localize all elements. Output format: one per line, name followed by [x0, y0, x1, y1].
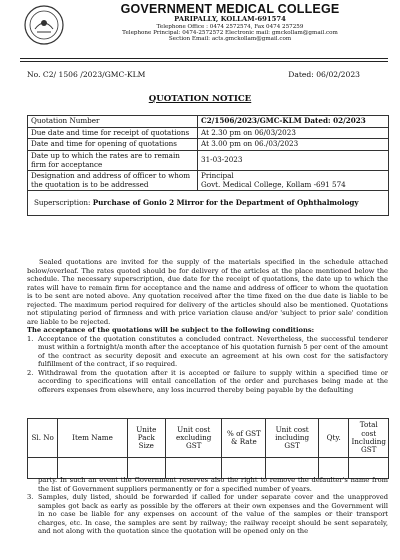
column-header: Sl. No [28, 419, 58, 458]
notice-body [27, 258, 388, 394]
info-label: Date and time for opening of quotations [28, 139, 198, 151]
quotation-info-table [27, 115, 389, 216]
college-name: GOVERNMENT MEDICAL COLLEGE [120, 2, 340, 16]
info-label: Date up to which the rates are to remain firm for acceptance [28, 150, 198, 170]
info-value: C2/1506/2023/GMC-KLM Dated: 02/2023 [198, 116, 389, 128]
condition-item: 3. Samples, duly listed, should be forwarded if called for under separate cover and the unapproved samples got back as early as possible by the offerers at their own expenses and the Government will in no case be liable for any expenses on account of the value of the samples or their transport charges, etc. In case, the samples are sent by railway; the railway receipt should be sent separately, and not along with the quotation since the quotation will be opened only on the [27, 493, 388, 535]
column-header: Total cost Including GST [349, 419, 389, 458]
table-row [28, 127, 389, 139]
reference-line [27, 70, 360, 79]
table-row [28, 171, 389, 191]
column-header: Unit cost excluding GST [166, 419, 222, 458]
column-header: Unit cost including GST [266, 419, 318, 458]
info-label: Due date and time for receipt of quotations [28, 127, 198, 139]
reference-number: No. C2/ 1506 /2023/GMC-KLM [27, 70, 146, 79]
telephone-principal: Telephone Principal: 0474-2572572 Electronic mail: gmckollam@gmail.com [122, 29, 338, 36]
column-header: Unite Pack Size [127, 419, 165, 458]
officer-designation: Principal [201, 171, 234, 181]
info-value: 31-03-2023 [198, 150, 389, 170]
continuation-paragraph: party. In such an event the Government reserves also the right to remove the defaulter's name from the list of Government suppliers permanently or for a specified number of years. [38, 476, 388, 493]
telephone-office: Telephone Office : 0474 2572574, Fax 0474 257259 [156, 23, 304, 30]
condition-item: 2. Withdrawal from the quotation after it is accepted or failure to supply within a specified time or according to specifications will entail cancellation of the order and purchases being made at the offerers expenses from elsewhere, any loss incurred thereby being payable by the defaulting [27, 368, 388, 394]
header-divider [20, 61, 388, 62]
table-row [28, 191, 389, 216]
superscription-cell [28, 191, 389, 216]
table-row [28, 116, 389, 128]
info-value: At 2.30 pm on 06/03/2023 [198, 127, 389, 139]
item-schedule-table [27, 418, 389, 479]
column-header: Item Name [58, 419, 127, 458]
superscription-label: Superscription: [34, 198, 91, 208]
table-row [28, 139, 389, 151]
superscription-value: Purchase of Gonio 2 Mirror for the Department of Ophthalmology [92, 198, 359, 208]
column-header: % of GST & Rate [222, 419, 266, 458]
header-divider [20, 58, 388, 59]
column-header: Qty. [318, 419, 349, 458]
info-label: Quotation Number [28, 116, 198, 128]
table-header-row [28, 419, 389, 458]
officer-address: Govt. Medical College, Kollam -691 574 [201, 179, 346, 189]
info-value: At 3.00 pm on 06./03/2023 [198, 139, 389, 151]
info-value [198, 171, 389, 191]
reference-date: Dated: 06/02/2023 [288, 70, 360, 79]
section-email: Section Email: acts.gmckollam@gmail.com [168, 36, 292, 43]
conditions-heading: The acceptance of the quotations will be subject to the following conditions: [27, 326, 315, 334]
college-seal-icon [24, 5, 64, 45]
page-title: QUOTATION NOTICE [148, 94, 252, 104]
notice-body-continued [27, 476, 388, 536]
letterhead [70, 2, 390, 42]
intro-paragraph: Sealed quotations are invited for the supply of the materials specified in the schedule attached below/overleaf. The rates quoted should be for delivery of the articles at the place mentioned below the schedule. The necessary superscription, due date for the receipt of quotations, the date up to which the rates will have to remain firm for acceptance and the name and address of officer to whom the quotation is to be sent are noted above. Any quotation received after the time fixed on the due date is liable to be rejected. The maximum period required for delivery of the articles should also be mentioned. Quotations not stipulating period of firmness and with price variation clause and/or 'subject to prior sale' condition are liable to be rejected. [27, 258, 388, 326]
condition-item: 1. Acceptance of the quotation constitutes a concluded contract. Nevertheless, the successful tenderer must within a fortnight/a month after the acceptance of his quotation furnish 5 per cent of the amount of the contract as security deposit and execute an agreement at his own cost for the satisfactory fulfillment of the contract, if so required. [27, 334, 388, 368]
table-row [28, 150, 389, 170]
college-place: PARIPALLY, KOLLAM-691574 [174, 15, 286, 23]
info-label: Designation and address of officer to whom the quotation is to be addressed [28, 171, 198, 191]
